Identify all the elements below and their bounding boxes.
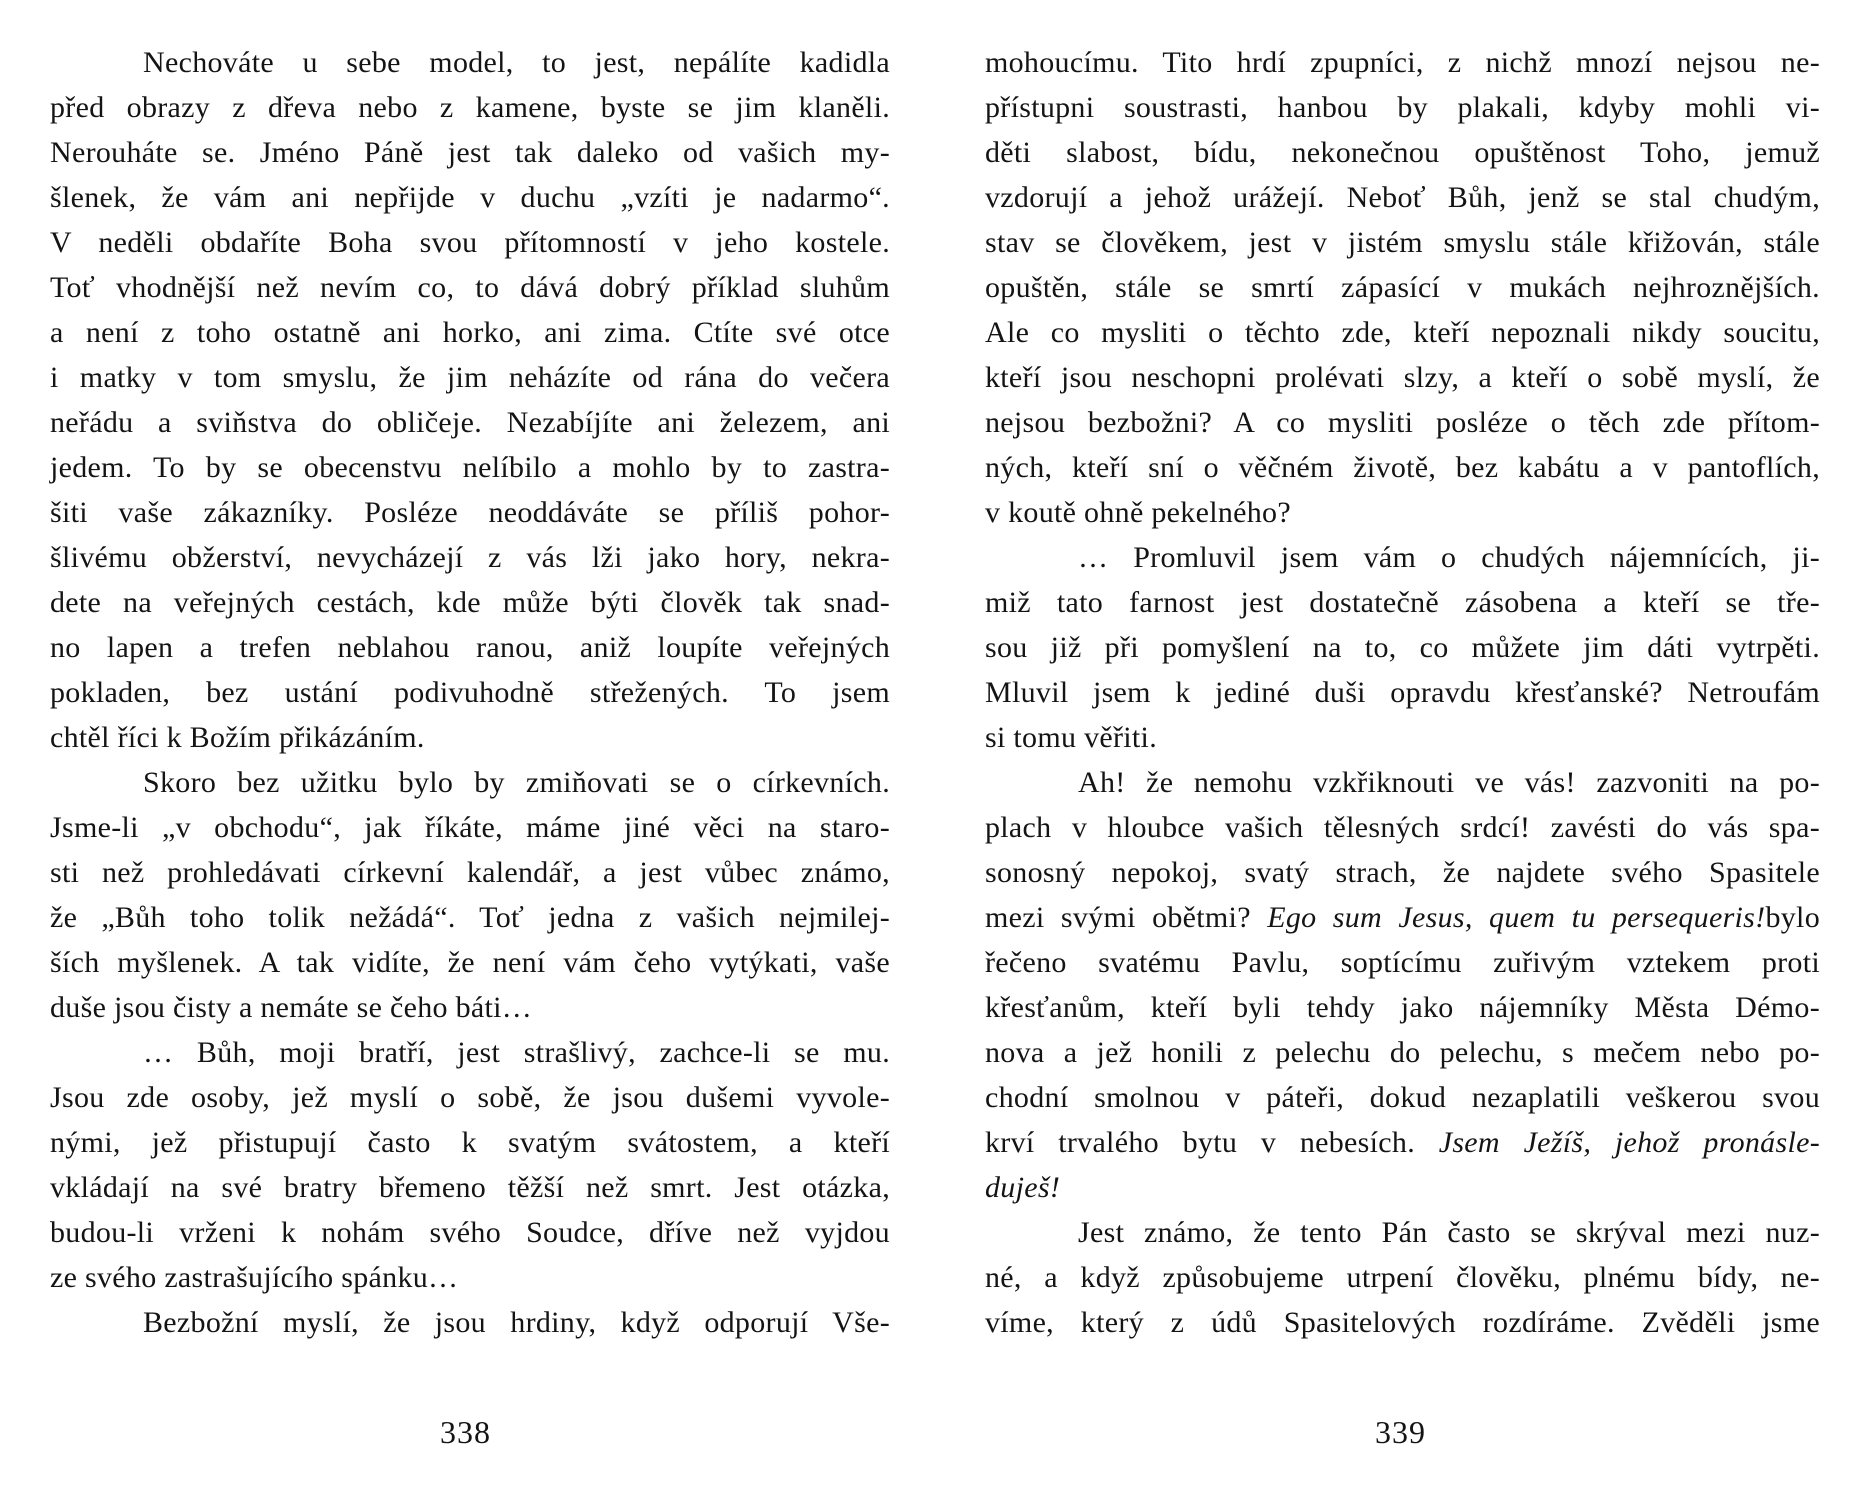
text-line <box>985 898 1820 938</box>
text-line: sou již při pomyšlení na to, co můžete jim dáti vytrpěti. <box>985 631 1820 664</box>
left-page <box>50 0 890 1500</box>
text-line: Jest známo, že tento Pán často se skrýval mezi nuz- <box>1078 1216 1820 1249</box>
text-line: Mluvil jsem k jediné duši opravdu křesťanské? Netroufám <box>985 676 1820 709</box>
text-line: Jsme-li „v obchodu“, jak říkáte, máme jiné věci na staro- <box>50 811 890 844</box>
text-line: jedem. To by se obecenstvu nelíbilo a mohlo by to zastra- <box>50 451 890 484</box>
text-line: si tomu věřiti. <box>985 721 1157 754</box>
right-page <box>985 0 1820 1500</box>
text-line: Nechováte u sebe model, to jest, nepálíte kadidla <box>143 46 890 79</box>
text-line: nova a jež honili z pelechu do pelechu, s mečem nebo po- <box>985 1036 1820 1069</box>
italic-quote: Ego sum Jesus, quem tu persequeris! <box>1267 901 1766 934</box>
text-line: ných, kteří sní o věčném životě, bez kabátu a v pantoflích, <box>985 451 1820 484</box>
text-line: ze svého zastrašujícího spánku… <box>50 1261 459 1294</box>
text-line: v koutě ohně pekelného? <box>985 496 1291 529</box>
text-line: nejsou bezbožni? A co mysliti posléze o těch zde přítom- <box>985 406 1820 439</box>
page-number: 338 <box>440 1414 491 1450</box>
text-line: budou-li vrženi k nohám svého Soudce, dříve než vyjdou <box>50 1216 890 1249</box>
text-line: pokladen, bez ustání podivuhodně střežených. To jsem <box>50 676 890 709</box>
text-line: děti slabost, bídu, nekonečnou opuštěnost Toho, jemuž <box>985 136 1820 169</box>
text-line: Jsou zde osoby, jež myslí o sobě, že jsou dušemi vyvole- <box>50 1081 890 1114</box>
text-line <box>985 1123 1820 1163</box>
text-line: i matky v tom smyslu, že jim neházíte od rána do večera <box>50 361 890 394</box>
italic-quote: Jsem Ježíš, jehož pronásle- <box>1438 1126 1820 1159</box>
text-line: chtěl říci k Božím přikázáním. <box>50 721 425 754</box>
text-line: Nerouháte se. Jméno Páně jest tak daleko od vašich my- <box>50 136 890 169</box>
text-line: V neděli obdaříte Boha svou přítomností v jeho kostele. <box>50 226 890 259</box>
text-line: miž tato farnost jest dostatečně zásobena a kteří se tře- <box>985 586 1820 619</box>
text-line: před obrazy z dřeva nebo z kamene, byste se jim klaněli. <box>50 91 890 124</box>
text-line: přístupni soustrasti, hanbou by plakali, kdyby mohli vi- <box>985 91 1820 124</box>
text-line: stav se člověkem, jest v jistém smyslu stále křižován, stále <box>985 226 1820 259</box>
text-line: Skoro bez užitku bylo by zmiňovati se o církevních. <box>143 766 890 799</box>
text-line <box>985 1168 1820 1208</box>
text-line: chodní smolnou v páteři, dokud nezaplatili veškerou svou <box>985 1081 1820 1114</box>
text-segment: mezi svými obětmi? <box>985 901 1251 934</box>
text-segment: bylo <box>1765 901 1820 934</box>
text-line: no lapen a trefen neblahou ranou, aniž loupíte veřejných <box>50 631 890 664</box>
text-line: křesťanům, kteří byli tehdy jako nájemníky Města Démo- <box>985 991 1820 1024</box>
text-line: vkládají na své bratry břemeno těžší než smrt. Jest otázka, <box>50 1171 890 1204</box>
text-line: neřádu a sviňstva do obličeje. Nezabíjíte ani železem, ani <box>50 406 890 439</box>
text-line: nými, jež přistupují často k svatým svátostem, a kteří <box>50 1126 890 1159</box>
text-line: šlivému obžerství, nevycházejí z vás lži jako hory, nekra- <box>50 541 890 574</box>
text-line: řečeno svatému Pavlu, soptícímu zuřivým vztekem proti <box>985 946 1820 979</box>
text-line: a není z toho ostatně ani horko, ani zima. Ctíte své otce <box>50 316 890 349</box>
text-line: ších myšlenek. A tak vidíte, že není vám čeho vytýkati, vaše <box>50 946 890 979</box>
text-line: opuštěn, stále se smrtí zápasící v mukách nejhroznějších. <box>985 271 1820 304</box>
text-line: dete na veřejných cestách, kde může býti člověk tak snad- <box>50 586 890 619</box>
text-line: … Promluvil jsem vám o chudých nájemnících, ji- <box>1078 541 1820 574</box>
text-line: šlenek, že vám ani nepřijde v duchu „vzíti je nadarmo“. <box>50 181 890 214</box>
italic-quote: duješ! <box>985 1171 1061 1204</box>
page-number: 339 <box>1375 1414 1426 1450</box>
text-line: duše jsou čisty a nemáte se čeho báti… <box>50 991 533 1024</box>
text-line: Bezbožní myslí, že jsou hrdiny, když odporují Vše- <box>143 1306 890 1339</box>
text-line: šiti vaše zákazníky. Posléze neoddáváte se příliš pohor- <box>50 496 890 529</box>
text-line: vzdorují a jehož urážejí. Neboť Bůh, jenž se stal chudým, <box>985 181 1820 214</box>
text-line: že „Bůh toho tolik nežádá“. Toť jedna z vašich nejmilej- <box>50 901 890 934</box>
text-line: víme, který z údů Spasitelových rozdíráme. Zvěděli jsme <box>985 1306 1820 1339</box>
text-line: Toť vhodnější než nevím co, to dává dobrý příklad sluhům <box>50 271 890 304</box>
text-line: sti než prohledávati církevní kalendář, a jest vůbec známo, <box>50 856 890 889</box>
text-line: … Bůh, moji bratří, jest strašlivý, zachce-li se mu. <box>143 1036 890 1069</box>
text-line: sonosný nepokoj, svatý strach, že najdete svého Spasitele <box>985 856 1820 889</box>
text-line: Ale co mysliti o těchto zde, kteří nepoznali nikdy soucitu, <box>985 316 1820 349</box>
text-line: kteří jsou neschopni prolévati slzy, a kteří o sobě myslí, že <box>985 361 1820 394</box>
text-line: plach v hloubce vašich tělesných srdcí! zavésti do vás spa- <box>985 811 1820 844</box>
text-line: Ah! že nemohu vzkřiknouti ve vás! zazvoniti na po- <box>1078 766 1820 799</box>
text-line: mohoucímu. Tito hrdí zpupníci, z nichž mnozí nejsou ne- <box>985 46 1820 79</box>
text-segment: krví trvalého bytu v nebesích. <box>985 1126 1415 1159</box>
text-line: né, a když způsobujeme utrpení člověku, plnému bídy, ne- <box>985 1261 1820 1294</box>
